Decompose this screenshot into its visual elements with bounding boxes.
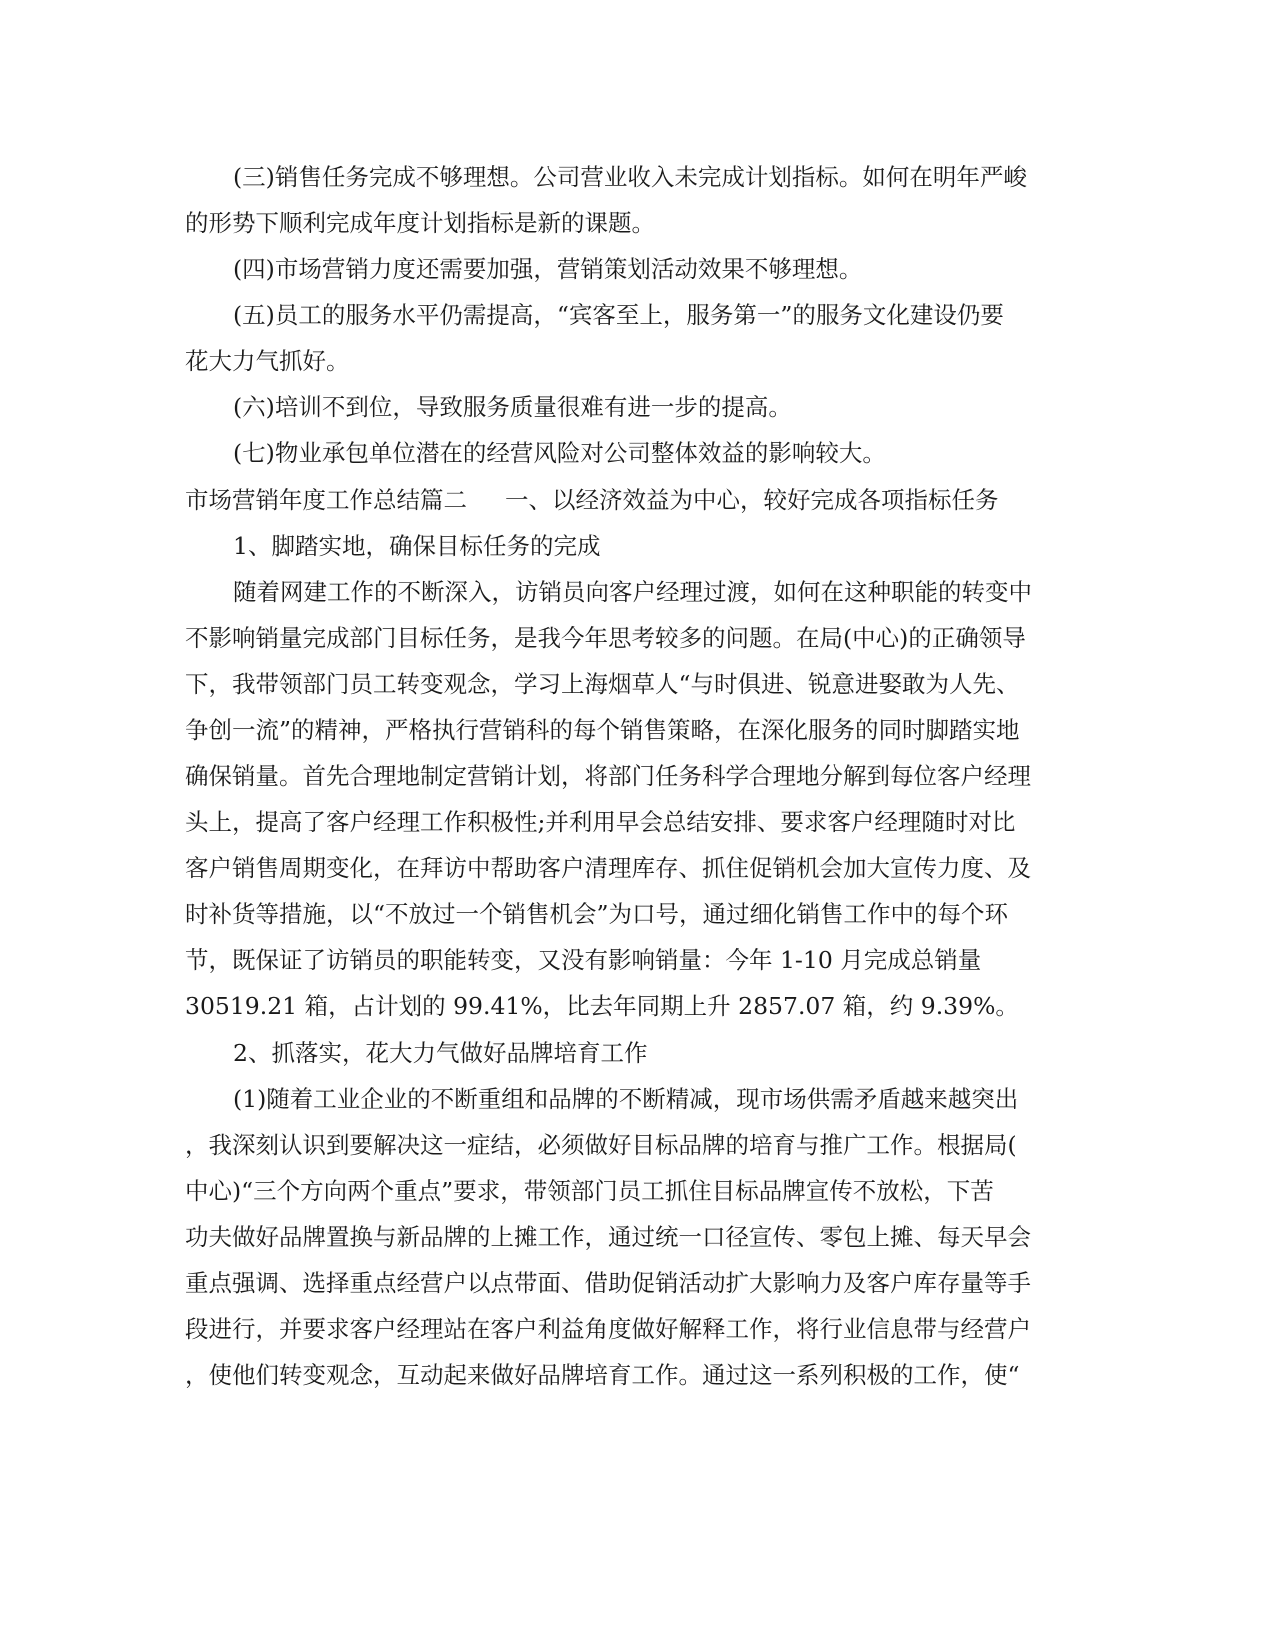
paragraph-line: 功夫做好品牌置换与新品牌的上摊工作，通过统一口径宣传、零包上摊、每天早会 (185, 1223, 1031, 1251)
paragraph-line: (六)培训不到位，导致服务质量很难有进一步的提高。 (233, 393, 792, 421)
section-heading-line (185, 485, 1085, 515)
section-heading: 市场营销年度工作总结篇二 (185, 486, 467, 514)
paragraph-line: 不影响销量完成部门目标任务，是我今年思考较多的问题。在局(中心)的正确领导 (185, 624, 1026, 652)
paragraph-line: ，我深刻认识到要解决这一症结，必须做好目标品牌的培育与推广工作。根据局( (185, 1131, 1017, 1159)
paragraph-line: 节，既保证了访销员的职能转变，又没有影响销量：今年 1-10 月完成总销量 (185, 946, 982, 974)
paragraph-line: 争创一流”的精神，严格执行营销科的每个销售策略，在深化服务的同时脚踏实地 (185, 716, 1020, 744)
section-subheading: 一、以经济效益为中心，较好完成各项指标任务 (505, 486, 999, 514)
paragraph-line: ，使他们转变观念，互动起来做好品牌培育工作。通过这一系列积极的工作，使“ (185, 1361, 1020, 1389)
paragraph-line: 30519.21 箱，占计划的 99.41%，比去年同期上升 2857.07 箱，约 9.39%。 (185, 992, 1019, 1020)
paragraph-line: (三)销售任务完成不够理想。公司营业收入未完成计划指标。如何在明年严峻 (233, 163, 1027, 191)
paragraph-line: (五)员工的服务水平仍需提高，“宾客至上，服务第一”的服务文化建设仍要 (233, 301, 1004, 329)
paragraph-line: (四)市场营销力度还需要加强，营销策划活动效果不够理想。 (233, 255, 863, 283)
paragraph-line: (七)物业承包单位潜在的经营风险对公司整体效益的影响较大。 (233, 439, 886, 467)
paragraph-line: 时补货等措施，以“不放过一个销售机会”为口号，通过细化销售工作中的每个环 (185, 900, 1009, 928)
paragraph-line: (1)随着工业企业的不断重组和品牌的不断精减，现市场供需矛盾越来越突出 (233, 1085, 1019, 1113)
paragraph-line: 头上，提高了客户经理工作积极性;并利用早会总结安排、要求客户经理随时对比 (185, 808, 1016, 836)
paragraph-line: 中心)“三个方向两个重点”要求，带领部门员工抓住目标品牌宣传不放松，下苦 (185, 1177, 994, 1205)
subheading-line: 1、脚踏实地，确保目标任务的完成 (233, 532, 601, 560)
paragraph-line: 下，我带领部门员工转变观念，学习上海烟草人“与时俱进、锐意进娶敢为人先、 (185, 670, 1020, 698)
paragraph-line: 客户销售周期变化，在拜访中帮助客户清理库存、抓住促销机会加大宣传力度、及 (185, 854, 1031, 882)
paragraph-line: 确保销量。首先合理地制定营销计划，将部门任务科学合理地分解到每位客户经理 (185, 762, 1031, 790)
paragraph-line: 重点强调、选择重点经营户以点带面、借助促销活动扩大影响力及客户库存量等手 (185, 1269, 1031, 1297)
paragraph-line: 花大力气抓好。 (185, 347, 350, 375)
subheading-line: 2、抓落实，花大力气做好品牌培育工作 (233, 1039, 648, 1067)
paragraph-line: 段进行，并要求客户经理站在客户利益角度做好解释工作，将行业信息带与经营户 (185, 1315, 1031, 1343)
paragraph-line: 随着网建工作的不断深入，访销员向客户经理过渡，如何在这种职能的转变中 (233, 578, 1032, 606)
paragraph-line: 的形势下顺利完成年度计划指标是新的课题。 (185, 209, 655, 237)
